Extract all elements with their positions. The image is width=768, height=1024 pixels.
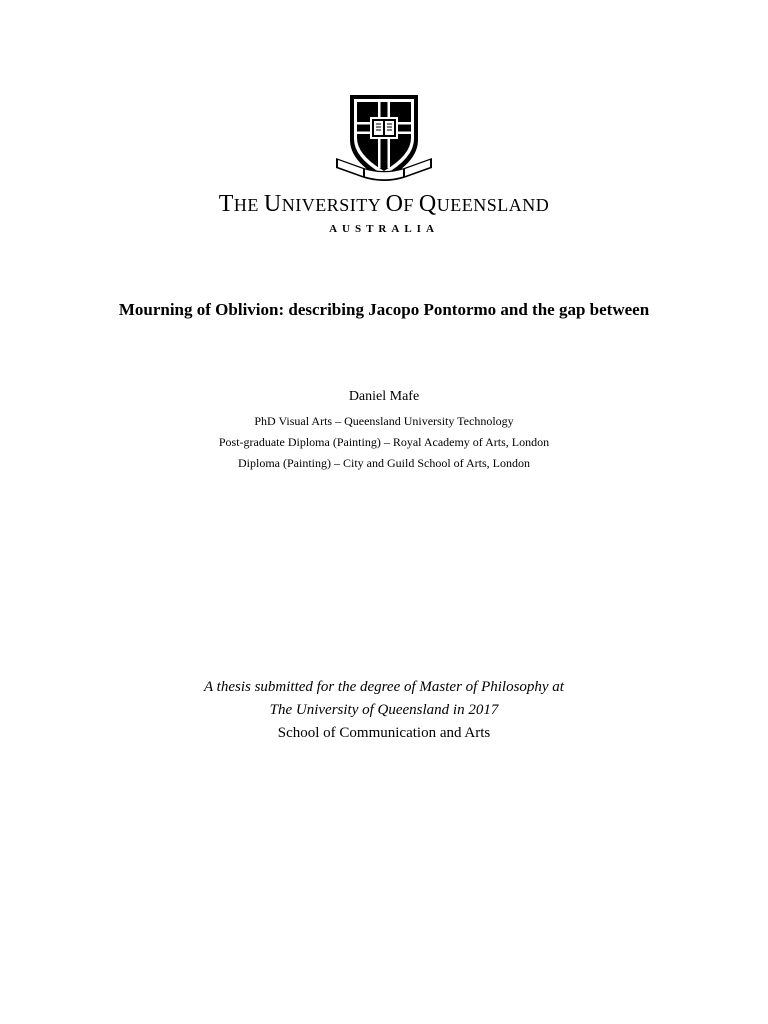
qualification-line: Diploma (Painting) – City and Guild School of Arts, London bbox=[238, 456, 530, 470]
author-name: Daniel Mafe bbox=[348, 389, 420, 404]
university-crest-logo bbox=[334, 92, 434, 188]
university-name-cap-3: O bbox=[385, 191, 404, 217]
university-name bbox=[0, 190, 768, 219]
university-name-cap-1: T bbox=[218, 191, 234, 217]
school-name: School of Communication and Arts bbox=[277, 725, 491, 741]
university-name-rest-3: F bbox=[403, 195, 419, 215]
country-label: AUSTRALIA bbox=[329, 223, 439, 235]
submission-statement bbox=[0, 676, 768, 745]
university-name-rest-4: UEENSLAND bbox=[436, 195, 550, 215]
submission-degree-line: A thesis submitted for the degree of Master of Philosophy at bbox=[204, 679, 564, 695]
university-name-rest-1: HE bbox=[233, 195, 264, 215]
university-name-cap-4: Q bbox=[418, 191, 437, 217]
university-name-rest-2: NIVERSITY bbox=[281, 195, 386, 215]
qualification-line: Post-graduate Diploma (Painting) – Royal Academy of Arts, London bbox=[218, 435, 550, 449]
submission-institution-line: The University of Queensland in 2017 bbox=[269, 702, 499, 718]
thesis-title: Mourning of Oblivion: describing Jacopo Pontormo and the gap between bbox=[118, 300, 650, 319]
author-qualifications bbox=[0, 411, 768, 474]
university-name-cap-2: U bbox=[263, 191, 282, 217]
qualification-line: PhD Visual Arts – Queensland University Technology bbox=[254, 414, 514, 428]
